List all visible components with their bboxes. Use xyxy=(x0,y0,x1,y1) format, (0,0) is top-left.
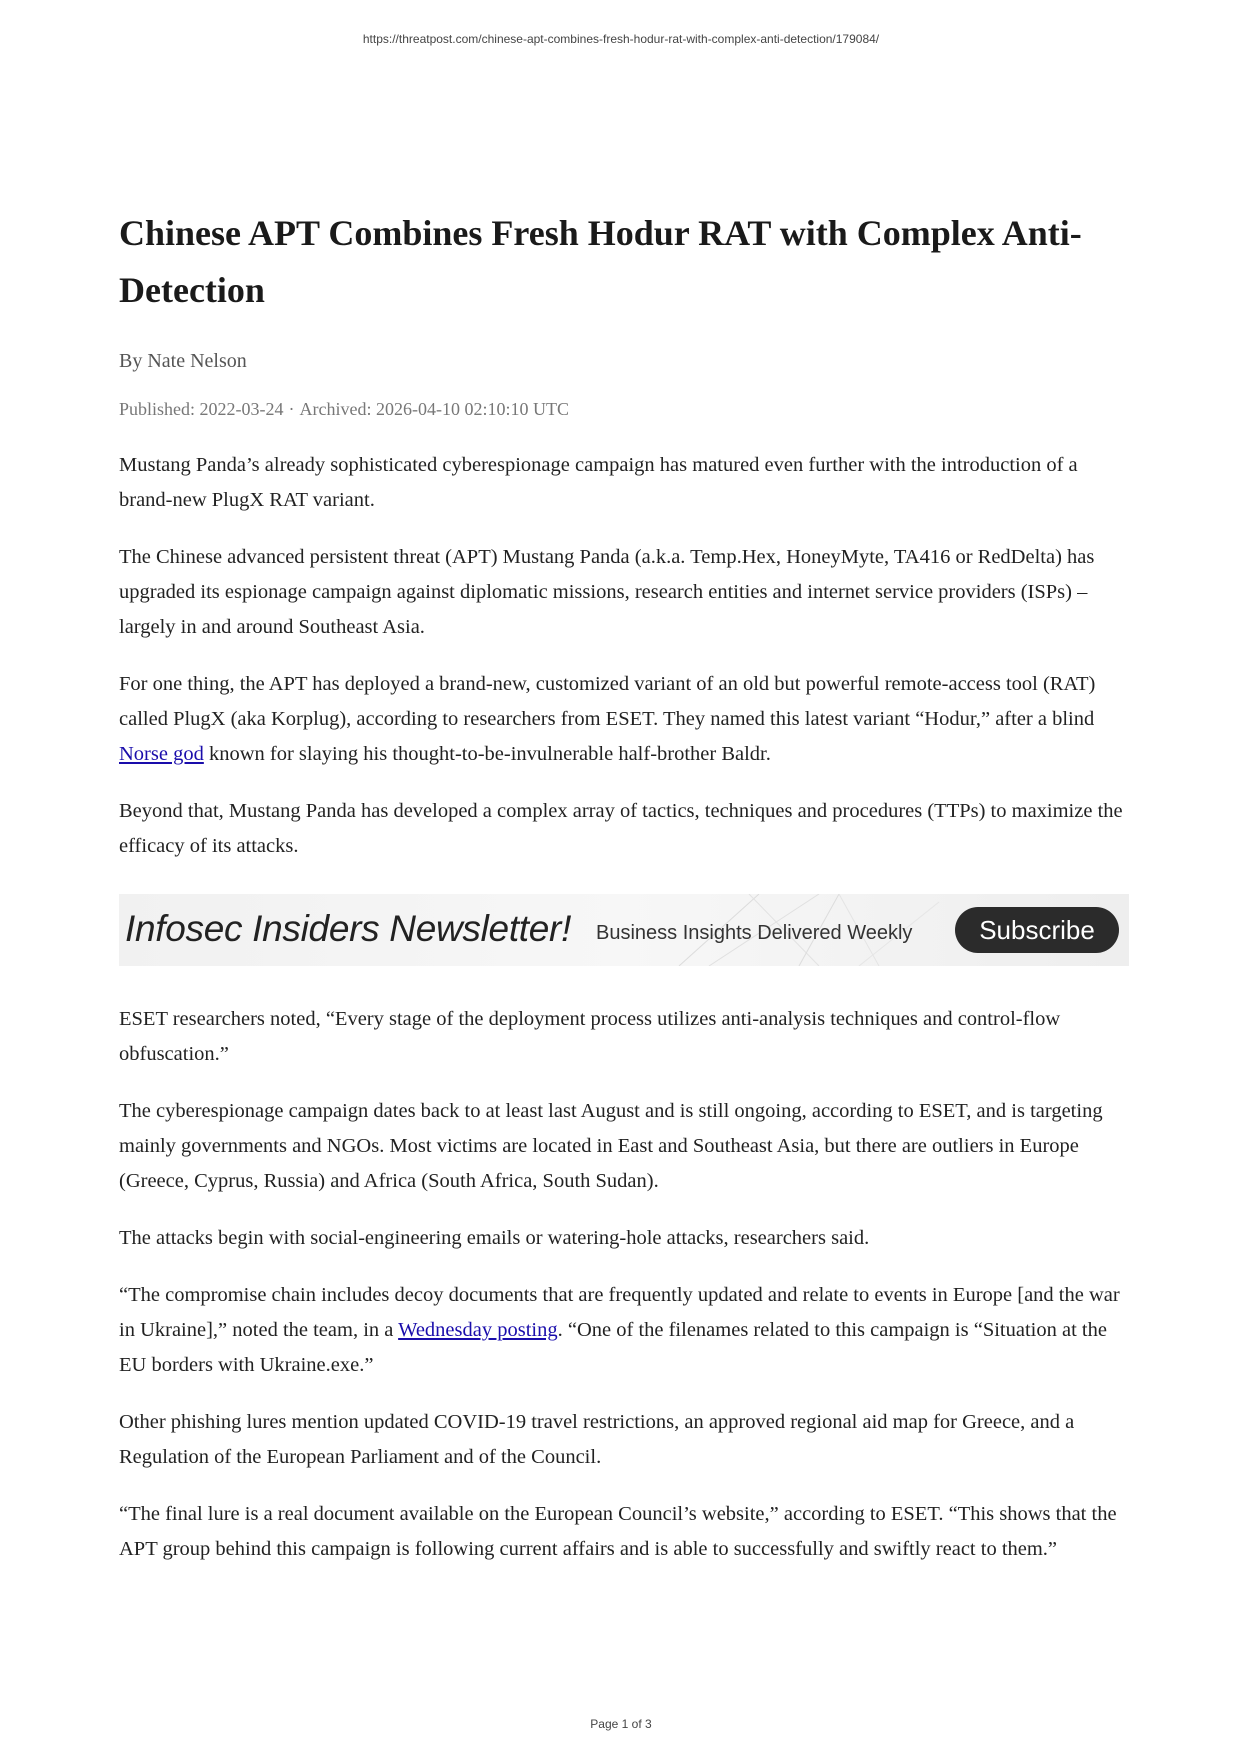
article-paragraph: The cyberespionage campaign dates back to at least last August and is still ongoing, according to ESET, and is targeting mainly governments and NGOs. Most victims are located in East and Southeast Asia, but there are outliers in Europe (Greece, Cyprus, Russia) and Africa (South Africa, South Sudan). xyxy=(119,1100,1103,1192)
page-number: Page 1 of 3 xyxy=(590,1717,652,1731)
banner-subtitle: Business Insights Delivered Weekly xyxy=(596,922,913,944)
article-paragraph: ESET researchers noted, “Every stage of the deployment process utilizes anti-analysis techniques and control-flow obfuscation.” xyxy=(119,1008,1061,1065)
newsletter-banner[interactable] xyxy=(119,894,1129,966)
article-byline: By Nate Nelson xyxy=(119,350,247,372)
paragraph-text: For one thing, the APT has deployed a brand-new, customized variant of an old but powerful remote-access tool (RAT) called PlugX (aka Korplug), according to researchers from ESET. They named this latest variant “Hodur,” after a blind xyxy=(119,673,1096,730)
article-paragraph: “The final lure is a real document available on the European Council’s website,” according to ESET. “This shows that the APT group behind this campaign is following current affairs and is able to successfully and swiftly react to them.” xyxy=(119,1503,1117,1560)
article-paragraph xyxy=(119,667,1129,772)
article-paragraph: Other phishing lures mention updated COVID-19 travel restrictions, an approved regional aid map for Greece, and a Regulation of the European Parliament and of the Council. xyxy=(119,1411,1075,1468)
article-paragraph xyxy=(119,1278,1129,1383)
paragraph-text: known for slaying his thought-to-be-invulnerable half-brother Baldr. xyxy=(203,743,771,765)
article-paragraph: Mustang Panda’s already sophisticated cyberespionage campaign has matured even further with the introduction of a brand-new PlugX RAT variant. xyxy=(119,454,1078,511)
article-title: Chinese APT Combines Fresh Hodur RAT with Complex Anti-Detection xyxy=(119,213,1082,310)
article-dates xyxy=(119,398,1129,420)
archived-date: Archived: 2026-04-10 02:10:10 UTC xyxy=(299,399,569,419)
article-paragraph: Beyond that, Mustang Panda has developed a complex array of tactics, techniques and procedures (TTPs) to maximize the efficacy of its attacks. xyxy=(119,800,1123,857)
page-url-header: https://threatpost.com/chinese-apt-combines-fresh-hodur-rat-with-complex-anti-detection/179084/ xyxy=(362,32,880,46)
paragraph-text: . “One of the filenames related to this campaign is “Situation at the EU borders with Ukraine.exe.” xyxy=(119,1319,1107,1376)
article-paragraph: The attacks begin with social-engineering emails or watering-hole attacks, researchers said. xyxy=(119,1227,870,1249)
date-separator: · xyxy=(288,399,295,419)
paragraph-text: “The compromise chain includes decoy documents that are frequently updated and relate to events in Europe [and the war in Ukraine],” noted the team, in a xyxy=(119,1284,1120,1341)
article-paragraph: The Chinese advanced persistent threat (APT) Mustang Panda (a.k.a. Temp.Hex, HoneyMyte, TA416 or RedDelta) has upgraded its espionage campaign against diplomatic missions, research entities and internet service providers (ISPs) – largely in and around Southeast Asia. xyxy=(119,546,1095,638)
published-date: Published: 2022-03-24 xyxy=(119,399,284,419)
banner-title: Infosec Insiders Newsletter! xyxy=(125,908,572,949)
subscribe-button[interactable]: Subscribe xyxy=(955,907,1119,953)
wednesday-posting-link[interactable]: Wednesday posting xyxy=(398,1319,558,1341)
norse-god-link[interactable]: Norse god xyxy=(119,743,204,765)
article xyxy=(119,205,1129,1567)
